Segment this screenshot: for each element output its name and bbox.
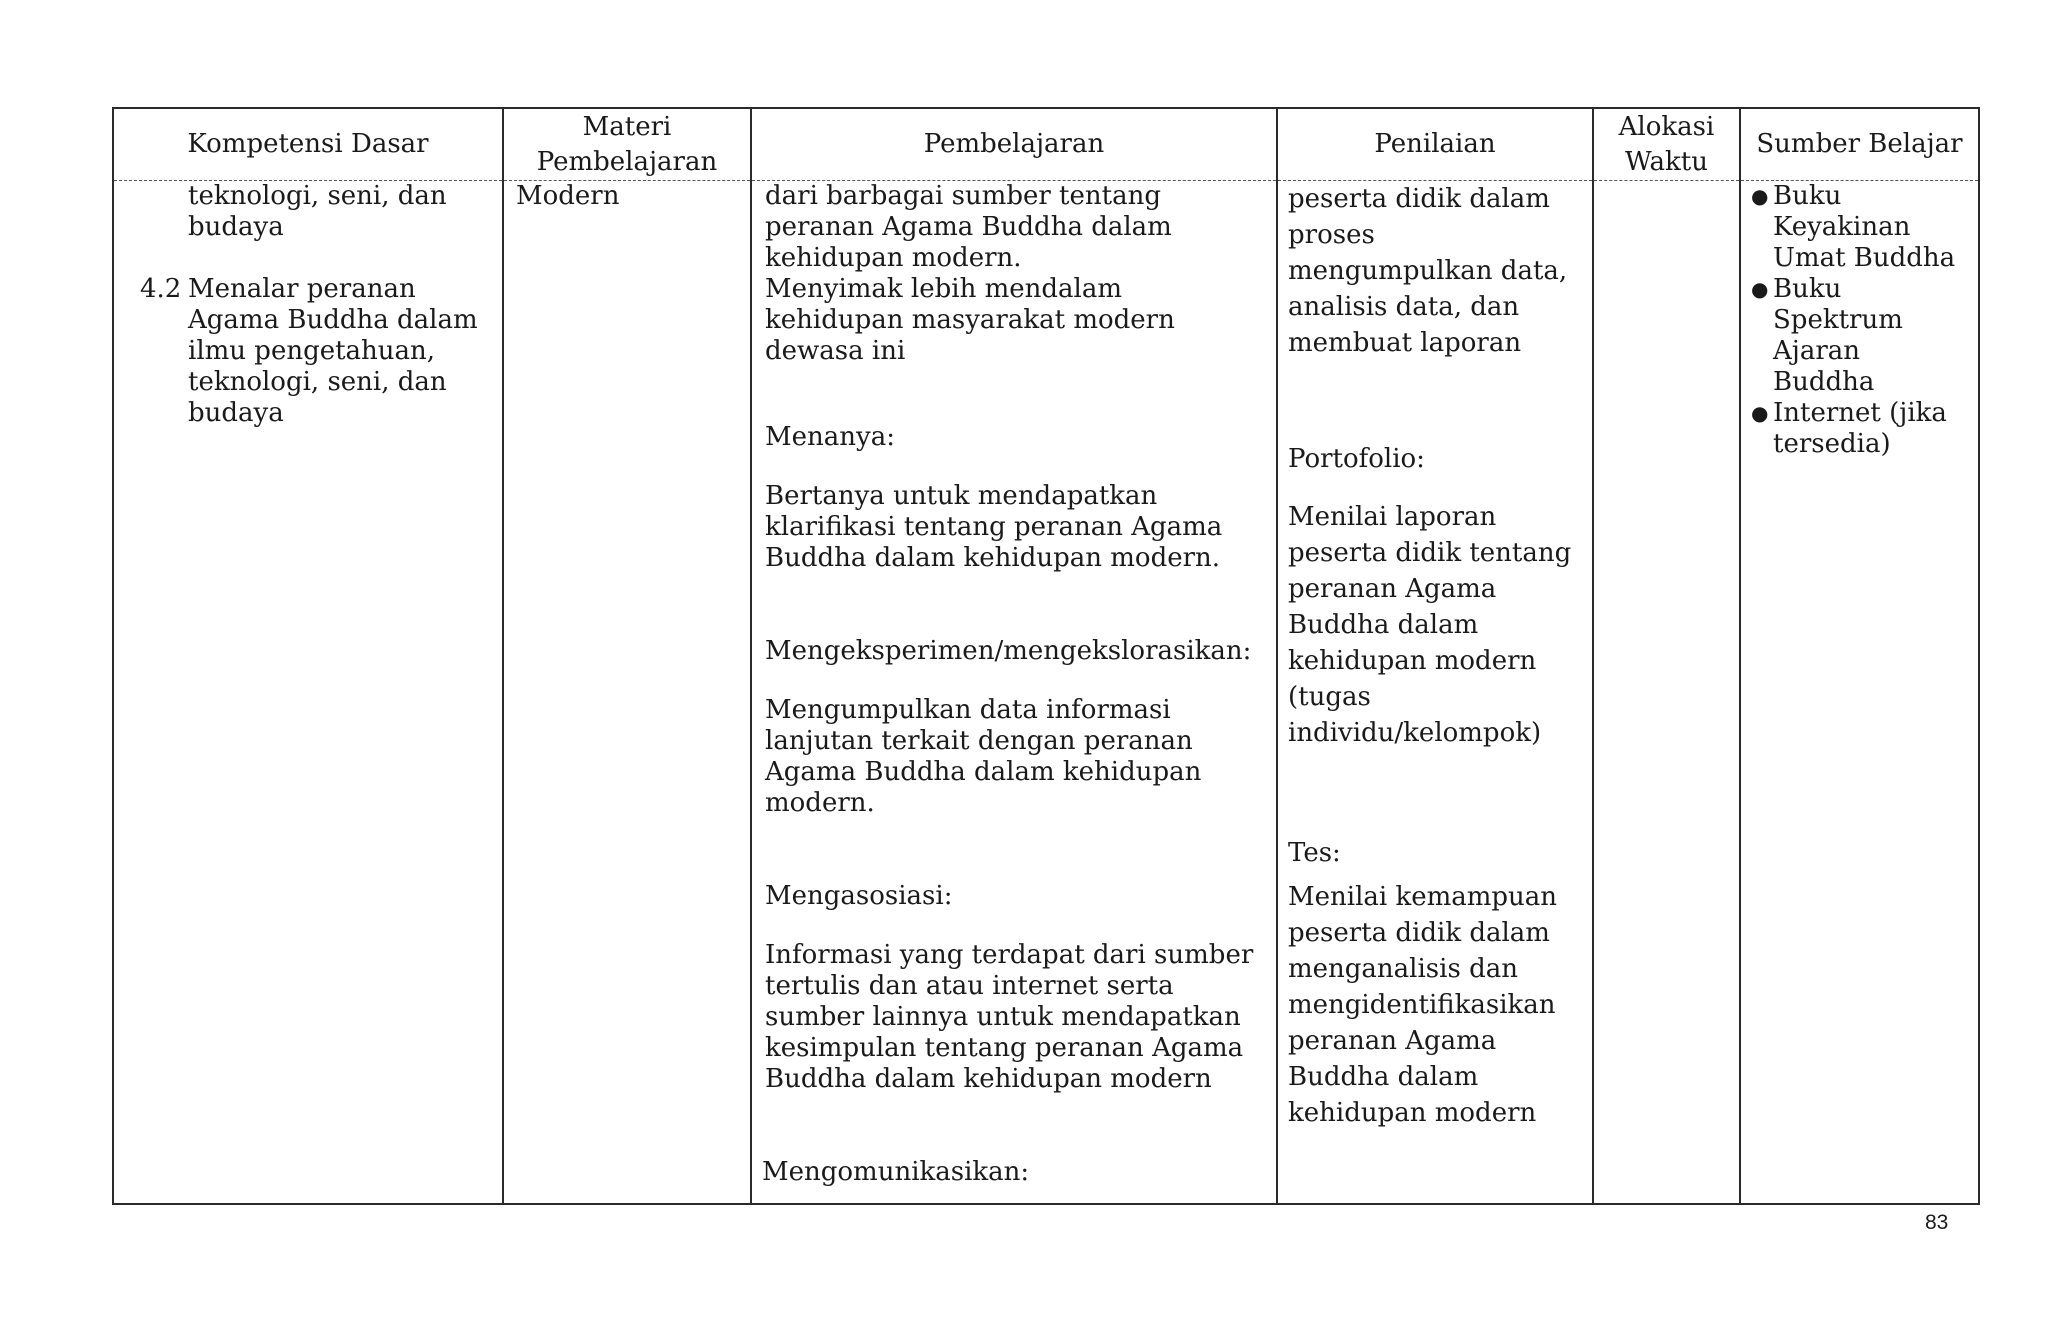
pb-line: kehidupan masyarakat modern xyxy=(765,305,1175,335)
materi-text: Modern xyxy=(516,181,620,211)
sumber-line: Buku xyxy=(1773,274,1842,304)
pb-line: Agama Buddha dalam kehidupan xyxy=(765,757,1202,787)
header-materi-line1: Materi xyxy=(582,111,672,142)
pb-line: modern. xyxy=(765,788,875,818)
pn-line: individu/kelompok) xyxy=(1288,718,1542,748)
pn-line: (tugas xyxy=(1288,682,1371,712)
header-alokasi-line1: Alokasi xyxy=(1618,111,1715,142)
pn-line: proses xyxy=(1288,220,1375,250)
cell-pembelajaran xyxy=(751,181,1277,1205)
sumber-line: Umat Buddha xyxy=(1773,243,1956,273)
pb-line: lanjutan terkait dengan peranan xyxy=(765,726,1193,756)
sumber-item-text xyxy=(1773,274,1974,398)
cell-kompetensi-dasar xyxy=(113,181,503,1205)
pb-line: dewasa ini xyxy=(765,336,906,366)
sumber-line: Internet (jika xyxy=(1773,398,1947,428)
kd-continuation xyxy=(114,181,502,243)
pn-section-title-tes: Tes: xyxy=(1288,838,1341,868)
pn-line: peserta didik dalam xyxy=(1288,918,1550,948)
cell-alokasi-waktu xyxy=(1593,181,1740,1205)
pb-section-title-menanya: Menanya: xyxy=(765,422,895,452)
pn-line: Menilai laporan xyxy=(1288,502,1497,532)
bullet-icon: ● xyxy=(1751,184,1769,208)
list-item xyxy=(1751,274,1974,398)
pn-line: mengidentifikasikan xyxy=(1288,990,1556,1020)
sumber-line: Spektrum xyxy=(1773,305,1903,335)
sumber-item-text xyxy=(1773,398,1974,460)
cell-materi-pembelajaran xyxy=(503,181,751,1205)
pn-line: membuat laporan xyxy=(1288,328,1522,358)
penilaian-content xyxy=(1278,181,1592,1131)
kd-item-text xyxy=(188,274,502,429)
kd-item-line: teknologi, seni, dan xyxy=(188,367,447,397)
pn-line: peranan Agama xyxy=(1288,1026,1497,1056)
kd-item-line: ilmu pengetahuan, xyxy=(188,336,436,366)
kd-item-4-2 xyxy=(114,274,502,429)
header-sumber-belajar: Sumber Belajar xyxy=(1740,108,1979,181)
pb-line: tertulis dan atau internet serta xyxy=(765,971,1174,1001)
pb-section-title-komunikasi: Mengomunikasikan: xyxy=(762,1157,1030,1187)
pb-section-title-eksperimen: Mengeksperimen/mengekslorasikan: xyxy=(765,636,1252,666)
list-item xyxy=(1751,181,1974,274)
header-kompetensi-dasar: Kompetensi Dasar xyxy=(113,108,503,181)
table-header-row xyxy=(113,108,1979,181)
pb-line: kesimpulan tentang peranan Agama xyxy=(765,1033,1244,1063)
kd-item-number: 4.2 xyxy=(140,274,182,304)
pn-line: menganalisis dan xyxy=(1288,954,1518,984)
pb-line: Bertanya untuk mendapatkan xyxy=(765,481,1158,511)
cell-penilaian xyxy=(1277,181,1593,1205)
lesson-plan-table xyxy=(112,107,1980,1205)
header-materi-line2: Pembelajaran xyxy=(536,146,718,177)
pn-section-title-portofolio: Portofolio: xyxy=(1288,444,1425,474)
pb-line: Menyimak lebih mendalam xyxy=(765,274,1123,304)
pb-line: Buddha dalam kehidupan modern. xyxy=(765,543,1221,573)
bullet-icon: ● xyxy=(1751,277,1769,301)
pn-line: analisis data, dan xyxy=(1288,292,1520,322)
sumber-line: Keyakinan xyxy=(1773,212,1911,242)
page-number: 83 xyxy=(1925,1211,1949,1234)
header-penilaian: Penilaian xyxy=(1277,108,1593,181)
header-alokasi-line2: Waktu xyxy=(1625,146,1708,177)
pb-line: sumber lainnya untuk mendapatkan xyxy=(765,1002,1241,1032)
pn-line: peranan Agama xyxy=(1288,574,1497,604)
sumber-list xyxy=(1751,181,1974,460)
pb-line: Informasi yang terdapat dari sumber xyxy=(765,940,1254,970)
header-materi-pembelajaran xyxy=(503,108,751,181)
kd-item-line: Agama Buddha dalam xyxy=(188,305,478,335)
pb-line: peranan Agama Buddha dalam xyxy=(765,212,1172,242)
pn-line: kehidupan modern xyxy=(1288,646,1537,676)
pn-line: Buddha dalam xyxy=(1288,1062,1479,1092)
cell-sumber-belajar xyxy=(1740,181,1979,1205)
pn-line: peserta didik tentang xyxy=(1288,538,1572,568)
kd-continuation-line: teknologi, seni, dan xyxy=(188,181,447,211)
pn-line: Buddha dalam xyxy=(1288,610,1479,640)
header-pembelajaran: Pembelajaran xyxy=(751,108,1277,181)
pn-line: mengumpulkan data, xyxy=(1288,256,1568,286)
pb-line: Buddha dalam kehidupan modern xyxy=(765,1064,1212,1094)
pn-line: peserta didik dalam xyxy=(1288,184,1550,214)
pembelajaran-content xyxy=(752,181,1276,1188)
pb-line: Mengumpulkan data informasi xyxy=(765,695,1171,725)
pn-line: Menilai kemampuan xyxy=(1288,882,1558,912)
header-alokasi-waktu xyxy=(1593,108,1740,181)
list-item xyxy=(1751,398,1974,460)
sumber-line: Buku xyxy=(1773,181,1842,211)
pn-line: kehidupan modern xyxy=(1288,1098,1537,1128)
kd-item-line: Menalar peranan xyxy=(188,274,416,304)
table-row xyxy=(113,181,1979,1205)
pb-line: kehidupan modern. xyxy=(765,243,1022,273)
pb-line: klarifikasi tentang peranan Agama xyxy=(765,512,1223,542)
sumber-item-text xyxy=(1773,181,1974,274)
sumber-line: Buddha xyxy=(1773,367,1875,397)
bullet-icon: ● xyxy=(1751,401,1769,425)
pb-section-title-asosiasi: Mengasosiasi: xyxy=(765,881,953,911)
kd-item-line: budaya xyxy=(188,398,284,428)
kd-continuation-line: budaya xyxy=(188,212,284,242)
pb-line: dari barbagai sumber tentang xyxy=(765,181,1161,211)
sumber-content xyxy=(1741,181,1978,460)
sumber-line: tersedia) xyxy=(1773,429,1891,459)
sumber-line: Ajaran xyxy=(1773,336,1861,366)
